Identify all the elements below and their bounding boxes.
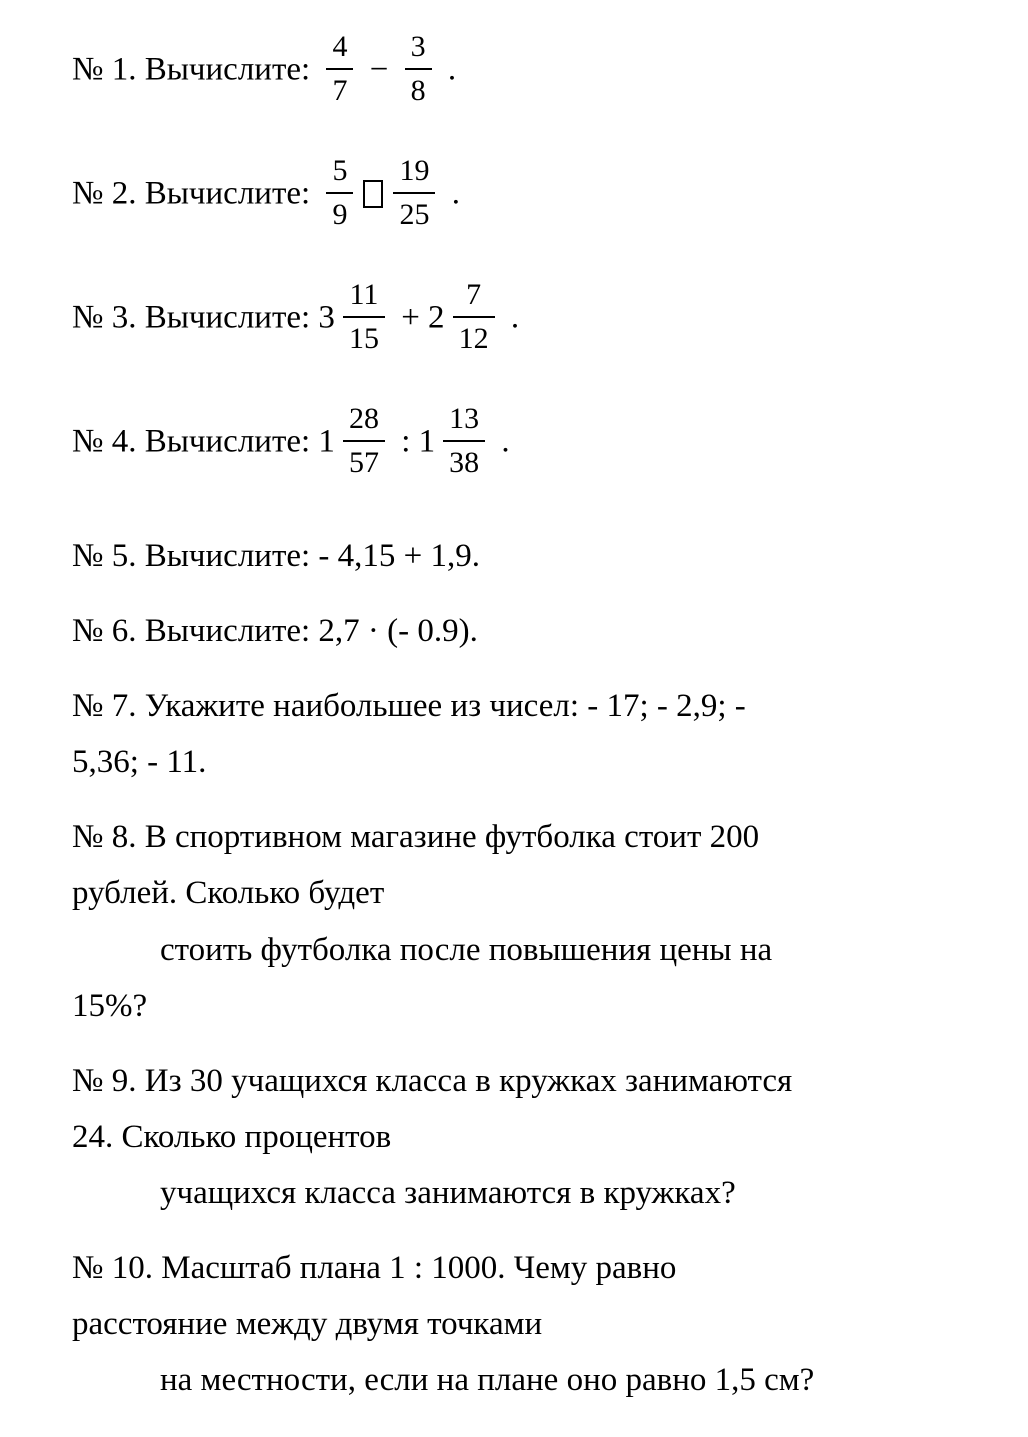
text-segment: № 8. В спортивном магазине футболка стоит 200 [72,819,760,856]
problem-7-line [72,734,992,790]
text-segment: № 9. Из 30 учащихся класса в кружках занимаются [72,1062,793,1099]
fraction [343,277,385,357]
problem-5 [72,528,992,584]
text-segment: рублей. Сколько будет [72,875,385,912]
problem-7 [72,678,992,790]
fraction-denominator: 7 [332,74,348,107]
fraction-denominator: 8 [410,74,426,107]
fraction-denominator: 9 [332,198,348,231]
fraction [453,277,495,357]
missing-operator-box-icon [363,180,383,208]
fraction [343,401,385,481]
problem-2 [72,156,992,236]
text-segment: № 1. Вычислите: [72,51,319,88]
fraction [326,153,353,233]
problem-10-line [72,1240,992,1296]
problem-4-line [72,404,992,484]
fraction-denominator: 25 [399,198,430,231]
fraction [443,401,485,481]
text-segment: № 2. Вычислите: [72,175,319,212]
problem-8-line [72,978,992,1034]
problem-9-line [72,1109,992,1165]
text-segment: . [502,299,520,336]
problem-2-line [72,156,992,236]
problem-4 [72,404,992,484]
text-segment: на местности, если на плане оно равно 1,5 см? [160,1362,815,1399]
fraction-numerator: 5 [326,153,353,194]
text-segment: . [443,175,460,212]
text-segment: . [439,51,457,88]
fraction-numerator: 13 [443,401,485,442]
text-segment: + 2 [392,299,445,336]
problem-7-line [72,678,992,734]
fraction-denominator: 12 [458,322,489,355]
problem-8 [72,809,992,1033]
problem-1-line [72,32,992,112]
problem-10 [72,1240,992,1408]
fraction-numerator: 3 [405,29,432,70]
text-segment: : 1 [392,423,436,460]
worksheet [72,32,992,1408]
fraction [405,29,432,109]
problem-10-line [72,1352,992,1408]
fraction-denominator: 57 [348,446,379,479]
problem-5-line [72,528,992,584]
fraction-numerator: 19 [393,153,435,194]
text-segment: 5,36; - 11. [72,744,207,781]
problem-1 [72,32,992,112]
fraction-numerator: 28 [343,401,385,442]
fraction [393,153,435,233]
problem-8-line [72,809,992,865]
text-segment: № 4. Вычислите: 1 [72,423,335,460]
fraction-numerator: 4 [326,29,353,70]
problem-8-line [72,865,992,921]
text-segment: № 6. Вычислите: 2,7 · (- 0.9). [72,613,478,650]
text-segment: стоить футболка после повышения цены на [160,931,773,968]
text-segment: учащихся класса занимаются в кружках? [160,1174,736,1211]
fraction-numerator: 7 [453,277,495,318]
problem-10-line [72,1296,992,1352]
problem-6-line [72,603,992,659]
text-segment: № 10. Масштаб плана 1 : 1000. Чему равно [72,1250,677,1287]
text-segment: 24. Сколько процентов [72,1118,392,1155]
problem-3 [72,280,992,360]
text-segment: расстояние между двумя точками [72,1306,543,1343]
problem-9-line [72,1165,992,1221]
text-segment: № 3. Вычислите: 3 [72,299,335,336]
problem-8-line [72,922,992,978]
problem-6 [72,603,992,659]
fraction-denominator: 38 [449,446,480,479]
text-segment: . [493,423,510,460]
fraction-denominator: 15 [348,322,379,355]
fraction [326,29,353,109]
fraction-numerator: 11 [343,277,385,318]
problem-3-line [72,280,992,360]
text-segment: № 7. Укажите наибольшее из чисел: - 17; - 2,9; - [72,688,746,725]
problem-9-line [72,1053,992,1109]
text-segment: 15%? [72,987,148,1024]
text-segment: − [361,51,397,88]
text-segment: № 5. Вычислите: - 4,15 + 1,9. [72,538,481,574]
problem-9 [72,1053,992,1221]
